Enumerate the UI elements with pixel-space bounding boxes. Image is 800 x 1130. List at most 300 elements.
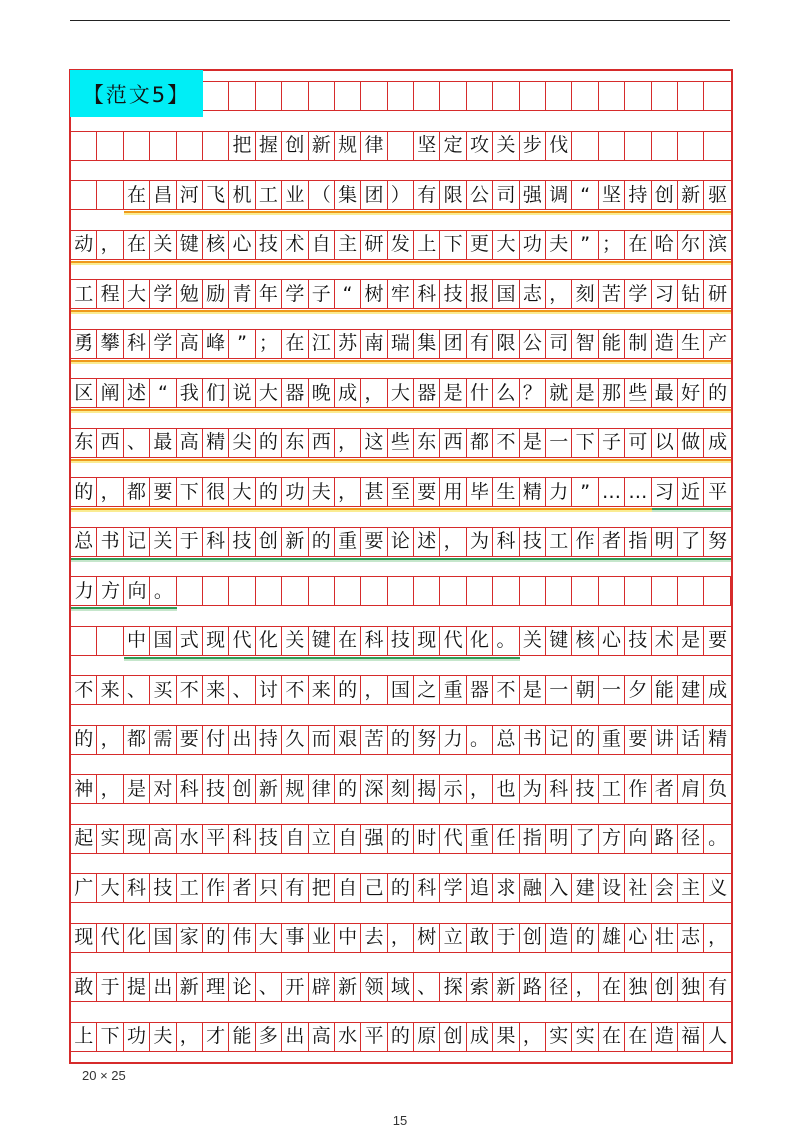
grid-cell: 在 <box>599 1023 625 1051</box>
grid-cell: 总 <box>493 726 519 754</box>
grid-cell: 提 <box>124 973 150 1001</box>
grid-cell: 工 <box>256 181 282 209</box>
grid-cell: 义 <box>708 876 728 899</box>
grid-cell: 为 <box>467 528 493 556</box>
grid-cell: 夕 <box>625 676 651 704</box>
grid-cell: ； <box>256 330 282 358</box>
essay-label: 【范文5】 <box>70 70 203 117</box>
grid-cell: 有 <box>414 181 440 209</box>
grid-cell: 西 <box>97 429 123 457</box>
grid-cell: “ <box>335 280 361 308</box>
green-underline <box>124 657 520 659</box>
grid-cell: 话 <box>678 726 704 754</box>
grid-cell: 东 <box>71 429 97 457</box>
grid-cell: 是 <box>520 429 546 457</box>
grid-cell: 核 <box>203 231 229 259</box>
grid-row <box>71 972 731 1002</box>
grid-cell: 中 <box>335 924 361 952</box>
grid-cell: 功 <box>520 231 546 259</box>
grid-cell: 大 <box>493 231 519 259</box>
grid-cell: 西 <box>309 429 335 457</box>
grid-cell: 树 <box>361 280 387 308</box>
grid-cell: 成 <box>467 1023 493 1051</box>
grid-cell: 自 <box>309 231 335 259</box>
grid-row <box>71 1022 731 1052</box>
grid-cell: “ <box>572 181 598 209</box>
grid-cell: 甚 <box>361 478 387 506</box>
grid-cell: 攻 <box>467 132 493 160</box>
grid-cell: 的 <box>708 381 728 404</box>
grid-cell: 学 <box>150 330 176 358</box>
grid-cell: 时 <box>414 825 440 853</box>
grid-cell: 负 <box>708 777 728 800</box>
grid-cell: 出 <box>150 973 176 1001</box>
grid-cell: 用 <box>440 478 466 506</box>
grid-cell: 重 <box>440 676 466 704</box>
grid-row <box>71 180 731 210</box>
grid-cell: 能 <box>599 330 625 358</box>
grid-cell: “ <box>150 379 176 407</box>
grid-cell: 技 <box>388 627 414 655</box>
grid-cell: ， <box>177 1023 203 1051</box>
grid-cell: 科 <box>361 627 387 655</box>
header-rule <box>70 20 730 21</box>
grid-cell: 南 <box>361 330 387 358</box>
grid-size-label: 20 × 25 <box>82 1068 126 1083</box>
grid-cell: 能 <box>652 676 678 704</box>
grid-cell: 东 <box>414 429 440 457</box>
grid-cell: 讲 <box>652 726 678 754</box>
grid-cell: 下 <box>97 1023 123 1051</box>
grid-cell: ” <box>572 231 598 259</box>
grid-row <box>71 824 731 854</box>
grid-cell: 福 <box>678 1023 704 1051</box>
grid-cell: 苦 <box>361 726 387 754</box>
grid-cell: 力 <box>440 726 466 754</box>
grid-cell: 集 <box>414 330 440 358</box>
grid-cell <box>414 82 440 110</box>
grid-cell: 付 <box>203 726 229 754</box>
grid-cell: 创 <box>282 132 308 160</box>
grid-cell: 之 <box>414 676 440 704</box>
grid-cell: 工 <box>71 280 97 308</box>
grid-cell: 力 <box>546 478 572 506</box>
grid-cell: 在 <box>625 231 651 259</box>
grid-cell <box>177 132 203 160</box>
grid-cell: 作 <box>572 528 598 556</box>
grid-cell: 集 <box>335 181 361 209</box>
grid-cell: 揭 <box>414 775 440 803</box>
grid-cell: 勇 <box>71 330 97 358</box>
grid-cell: 握 <box>256 132 282 160</box>
grid-cell: 夫 <box>546 231 572 259</box>
grid-cell: 新 <box>493 973 519 1001</box>
grid-cell: 论 <box>229 973 255 1001</box>
grid-cell: 的 <box>388 874 414 902</box>
grid-cell: 、 <box>256 973 282 1001</box>
grid-cell: 创 <box>440 1023 466 1051</box>
grid-cell: ， <box>97 726 123 754</box>
grid-cell <box>704 82 730 110</box>
grid-cell: 的 <box>335 775 361 803</box>
grid-cell: 化 <box>467 627 493 655</box>
grid-cell: 勉 <box>177 280 203 308</box>
grid-cell: ？ <box>520 379 546 407</box>
grid-cell: 。 <box>708 827 728 849</box>
grid-cell: 己 <box>361 874 387 902</box>
grid-cell: 大 <box>97 874 123 902</box>
grid-cell: 的 <box>71 726 97 754</box>
grid-cell: 追 <box>467 874 493 902</box>
grid-cell: 子 <box>599 429 625 457</box>
grid-cell: 技 <box>256 231 282 259</box>
grid-cell: 工 <box>599 775 625 803</box>
grid-cell: 关 <box>282 627 308 655</box>
grid-cell: 作 <box>203 874 229 902</box>
grid-cell: 科 <box>493 528 519 556</box>
grid-cell <box>546 577 572 605</box>
grid-cell: 辟 <box>309 973 335 1001</box>
grid-row <box>71 626 731 656</box>
grid-cell: 键 <box>177 231 203 259</box>
grid-cell: 去 <box>361 924 387 952</box>
grid-cell: 大 <box>256 379 282 407</box>
grid-cell: 书 <box>520 726 546 754</box>
grid-cell: 河 <box>177 181 203 209</box>
grid-cell: 径 <box>546 973 572 1001</box>
grid-cell: 坚 <box>599 181 625 209</box>
grid-cell: 实 <box>572 1023 598 1051</box>
grid-cell: 下 <box>440 231 466 259</box>
grid-cell: 的 <box>388 1023 414 1051</box>
orange-underline <box>124 211 731 213</box>
grid-cell: 阐 <box>97 379 123 407</box>
grid-cell: 哈 <box>652 231 678 259</box>
grid-cell: 造 <box>546 924 572 952</box>
grid-cell: 公 <box>467 181 493 209</box>
grid-cell: 创 <box>652 973 678 1001</box>
grid-cell: 科 <box>177 775 203 803</box>
grid-cell: 述 <box>124 379 150 407</box>
grid-cell: 重 <box>467 825 493 853</box>
grid-cell: 探 <box>440 973 466 1001</box>
grid-cell: 很 <box>203 478 229 506</box>
grid-cell: 重 <box>335 528 361 556</box>
grid-cell <box>335 82 361 110</box>
grid-cell: 主 <box>678 874 704 902</box>
grid-cell: 自 <box>282 825 308 853</box>
grid-cell: 伟 <box>229 924 255 952</box>
grid-cell: 高 <box>150 825 176 853</box>
grid-cell: 作 <box>625 775 651 803</box>
grid-cell: 些 <box>625 379 651 407</box>
grid-cell: 都 <box>124 726 150 754</box>
grid-cell: 书 <box>97 528 123 556</box>
grid-cell: 于 <box>493 924 519 952</box>
grid-cell: 的 <box>71 478 97 506</box>
grid-cell <box>704 577 730 605</box>
grid-cell: 成 <box>335 379 361 407</box>
grid-cell: 才 <box>203 1023 229 1051</box>
grid-cell: 研 <box>708 282 728 305</box>
grid-cell: 技 <box>572 775 598 803</box>
grid-cell: 求 <box>493 874 519 902</box>
grid-cell: ， <box>572 973 598 1001</box>
grid-cell: 技 <box>440 280 466 308</box>
grid-cell: 键 <box>309 627 335 655</box>
grid-cell: 代 <box>440 825 466 853</box>
grid-cell: 上 <box>71 1023 97 1051</box>
grid-cell: 敢 <box>467 924 493 952</box>
grid-cell <box>97 627 123 655</box>
grid-cell: 关 <box>493 132 519 160</box>
grid-cell: 艰 <box>335 726 361 754</box>
grid-cell: 规 <box>335 132 361 160</box>
grid-cell: 上 <box>414 231 440 259</box>
grid-cell: 代 <box>97 924 123 952</box>
grid-cell: 持 <box>256 726 282 754</box>
grid-cell: 心 <box>599 627 625 655</box>
grid-cell: 是 <box>520 676 546 704</box>
grid-cell: 定 <box>440 132 466 160</box>
grid-cell <box>467 577 493 605</box>
grid-cell: 规 <box>282 775 308 803</box>
grid-cell: 式 <box>177 627 203 655</box>
grid-cell: 报 <box>467 280 493 308</box>
grid-cell: 是 <box>572 379 598 407</box>
grid-cell: 社 <box>625 874 651 902</box>
grid-cell: 朝 <box>572 676 598 704</box>
grid-cell: 功 <box>124 1023 150 1051</box>
grid-cell: 坚 <box>414 132 440 160</box>
grid-cell: 下 <box>177 478 203 506</box>
grid-cell: 了 <box>572 825 598 853</box>
grid-cell: 苦 <box>599 280 625 308</box>
grid-cell: 限 <box>440 181 466 209</box>
grid-cell <box>652 82 678 110</box>
grid-cell: 团 <box>361 181 387 209</box>
grid-cell: 什 <box>467 379 493 407</box>
grid-cell: 融 <box>520 874 546 902</box>
grid-cell <box>625 82 651 110</box>
grid-cell <box>599 132 625 160</box>
grid-cell: 自 <box>335 825 361 853</box>
grid-cell: 原 <box>414 1023 440 1051</box>
grid-cell: 技 <box>203 775 229 803</box>
grid-cell: 需 <box>150 726 176 754</box>
grid-cell: 技 <box>229 528 255 556</box>
grid-cell <box>599 577 625 605</box>
grid-cell: 伐 <box>546 132 572 160</box>
grid-cell: 生 <box>493 478 519 506</box>
grid-cell: 、 <box>124 676 150 704</box>
grid-cell: 制 <box>625 330 651 358</box>
grid-cell: 江 <box>309 330 335 358</box>
grid-cell: 神 <box>71 775 97 803</box>
grid-row <box>71 923 731 953</box>
grid-cell <box>71 627 97 655</box>
grid-cell: 我 <box>177 379 203 407</box>
grid-cell: 水 <box>177 825 203 853</box>
grid-cell: 智 <box>572 330 598 358</box>
grid-cell <box>678 132 704 160</box>
grid-cell: 是 <box>678 627 704 655</box>
grid-cell <box>704 132 730 160</box>
grid-cell: 立 <box>440 924 466 952</box>
grid-cell: 大 <box>256 924 282 952</box>
grid-cell: 久 <box>282 726 308 754</box>
grid-cell: 入 <box>546 874 572 902</box>
grid-cell: 。 <box>467 726 493 754</box>
grid-cell: 要 <box>150 478 176 506</box>
grid-cell: 独 <box>678 973 704 1001</box>
grid-cell: 调 <box>546 181 572 209</box>
grid-cell: 可 <box>625 429 651 457</box>
grid-cell: 心 <box>625 924 651 952</box>
grid-cell: 肩 <box>678 775 704 803</box>
grid-cell: 记 <box>124 528 150 556</box>
grid-cell: 技 <box>256 825 282 853</box>
grid-cell: 把 <box>309 874 335 902</box>
grid-cell <box>652 132 678 160</box>
grid-cell: 科 <box>203 528 229 556</box>
grid-cell: ， <box>520 1023 546 1051</box>
grid-cell: 近 <box>678 478 704 506</box>
grid-cell <box>256 82 282 110</box>
grid-cell: 把 <box>229 132 255 160</box>
writing-grid-sheet <box>69 69 733 1064</box>
grid-cell: 最 <box>150 429 176 457</box>
grid-cell: 牢 <box>388 280 414 308</box>
grid-cell <box>467 82 493 110</box>
grid-cell: 是 <box>440 379 466 407</box>
grid-cell: 的 <box>572 924 598 952</box>
grid-cell: 代 <box>229 627 255 655</box>
grid-cell: 在 <box>625 1023 651 1051</box>
grid-cell: 尖 <box>229 429 255 457</box>
grid-cell: 昌 <box>150 181 176 209</box>
grid-cell: 化 <box>256 627 282 655</box>
grid-cell: 学 <box>150 280 176 308</box>
grid-cell: 大 <box>229 478 255 506</box>
grid-cell: 努 <box>414 726 440 754</box>
grid-cell: 明 <box>652 528 678 556</box>
grid-cell: ， <box>440 528 466 556</box>
grid-cell: 述 <box>414 528 440 556</box>
grid-cell: 路 <box>520 973 546 1001</box>
grid-cell: 一 <box>546 429 572 457</box>
grid-cell: 研 <box>361 231 387 259</box>
grid-cell: 苏 <box>335 330 361 358</box>
grid-cell: 讨 <box>256 676 282 704</box>
grid-cell: 多 <box>256 1023 282 1051</box>
grid-row <box>71 131 731 161</box>
grid-cell <box>388 82 414 110</box>
grid-cell: 器 <box>467 676 493 704</box>
grid-cell: 出 <box>282 1023 308 1051</box>
grid-cell: 国 <box>150 924 176 952</box>
grid-cell: 了 <box>678 528 704 556</box>
grid-cell: 出 <box>229 726 255 754</box>
grid-cell: 来 <box>203 676 229 704</box>
grid-cell: 在 <box>599 973 625 1001</box>
grid-cell <box>150 132 176 160</box>
grid-cell: 高 <box>177 429 203 457</box>
grid-cell: ” <box>229 330 255 358</box>
grid-cell: 志 <box>520 280 546 308</box>
grid-cell: 记 <box>546 726 572 754</box>
grid-row <box>71 725 731 755</box>
grid-cell: 动 <box>71 231 97 259</box>
grid-cell: 事 <box>282 924 308 952</box>
grid-cell: 不 <box>493 429 519 457</box>
grid-cell: 学 <box>440 874 466 902</box>
grid-cell: 设 <box>599 874 625 902</box>
grid-cell <box>388 132 414 160</box>
grid-cell: 明 <box>546 825 572 853</box>
grid-cell <box>520 82 546 110</box>
grid-cell: 高 <box>177 330 203 358</box>
grid-cell: 索 <box>467 973 493 1001</box>
grid-cell: 域 <box>388 973 414 1001</box>
grid-cell <box>678 577 704 605</box>
grid-cell: 学 <box>282 280 308 308</box>
green-underline <box>71 558 731 560</box>
grid-cell: 精 <box>708 728 728 750</box>
grid-cell: ， <box>708 926 728 948</box>
orange-underline <box>71 261 731 263</box>
grid-cell: 至 <box>388 478 414 506</box>
grid-cell: 技 <box>625 627 651 655</box>
grid-cell: 现 <box>414 627 440 655</box>
grid-row <box>71 230 731 260</box>
grid-cell: 驱 <box>708 183 728 206</box>
grid-row <box>71 428 731 458</box>
grid-cell: 科 <box>124 874 150 902</box>
grid-cell: 不 <box>177 676 203 704</box>
grid-cell: 夫 <box>150 1023 176 1051</box>
grid-cell <box>203 82 229 110</box>
grid-cell: 瑞 <box>388 330 414 358</box>
grid-cell: 代 <box>440 627 466 655</box>
grid-cell: 为 <box>520 775 546 803</box>
grid-cell: 高 <box>309 1023 335 1051</box>
grid-cell: 刻 <box>388 775 414 803</box>
grid-cell: 工 <box>546 528 572 556</box>
grid-cell: … <box>599 478 625 506</box>
grid-cell: 生 <box>678 330 704 358</box>
grid-cell: 、 <box>414 973 440 1001</box>
grid-cell: 任 <box>493 825 519 853</box>
grid-cell: 化 <box>124 924 150 952</box>
grid-cell: 的 <box>203 924 229 952</box>
grid-cell: 领 <box>361 973 387 1001</box>
grid-cell: 司 <box>493 181 519 209</box>
grid-cell <box>97 181 123 209</box>
grid-cell: 深 <box>361 775 387 803</box>
grid-cell <box>124 132 150 160</box>
grid-cell: ， <box>388 924 414 952</box>
grid-cell: 的 <box>572 726 598 754</box>
grid-cell: 现 <box>124 825 150 853</box>
grid-cell: 功 <box>282 478 308 506</box>
grid-cell: 开 <box>282 973 308 1001</box>
grid-cell: 实 <box>546 1023 572 1051</box>
grid-cell: 律 <box>361 132 387 160</box>
orange-underline <box>71 508 652 510</box>
grid-cell <box>71 181 97 209</box>
grid-cell: ” <box>572 478 598 506</box>
